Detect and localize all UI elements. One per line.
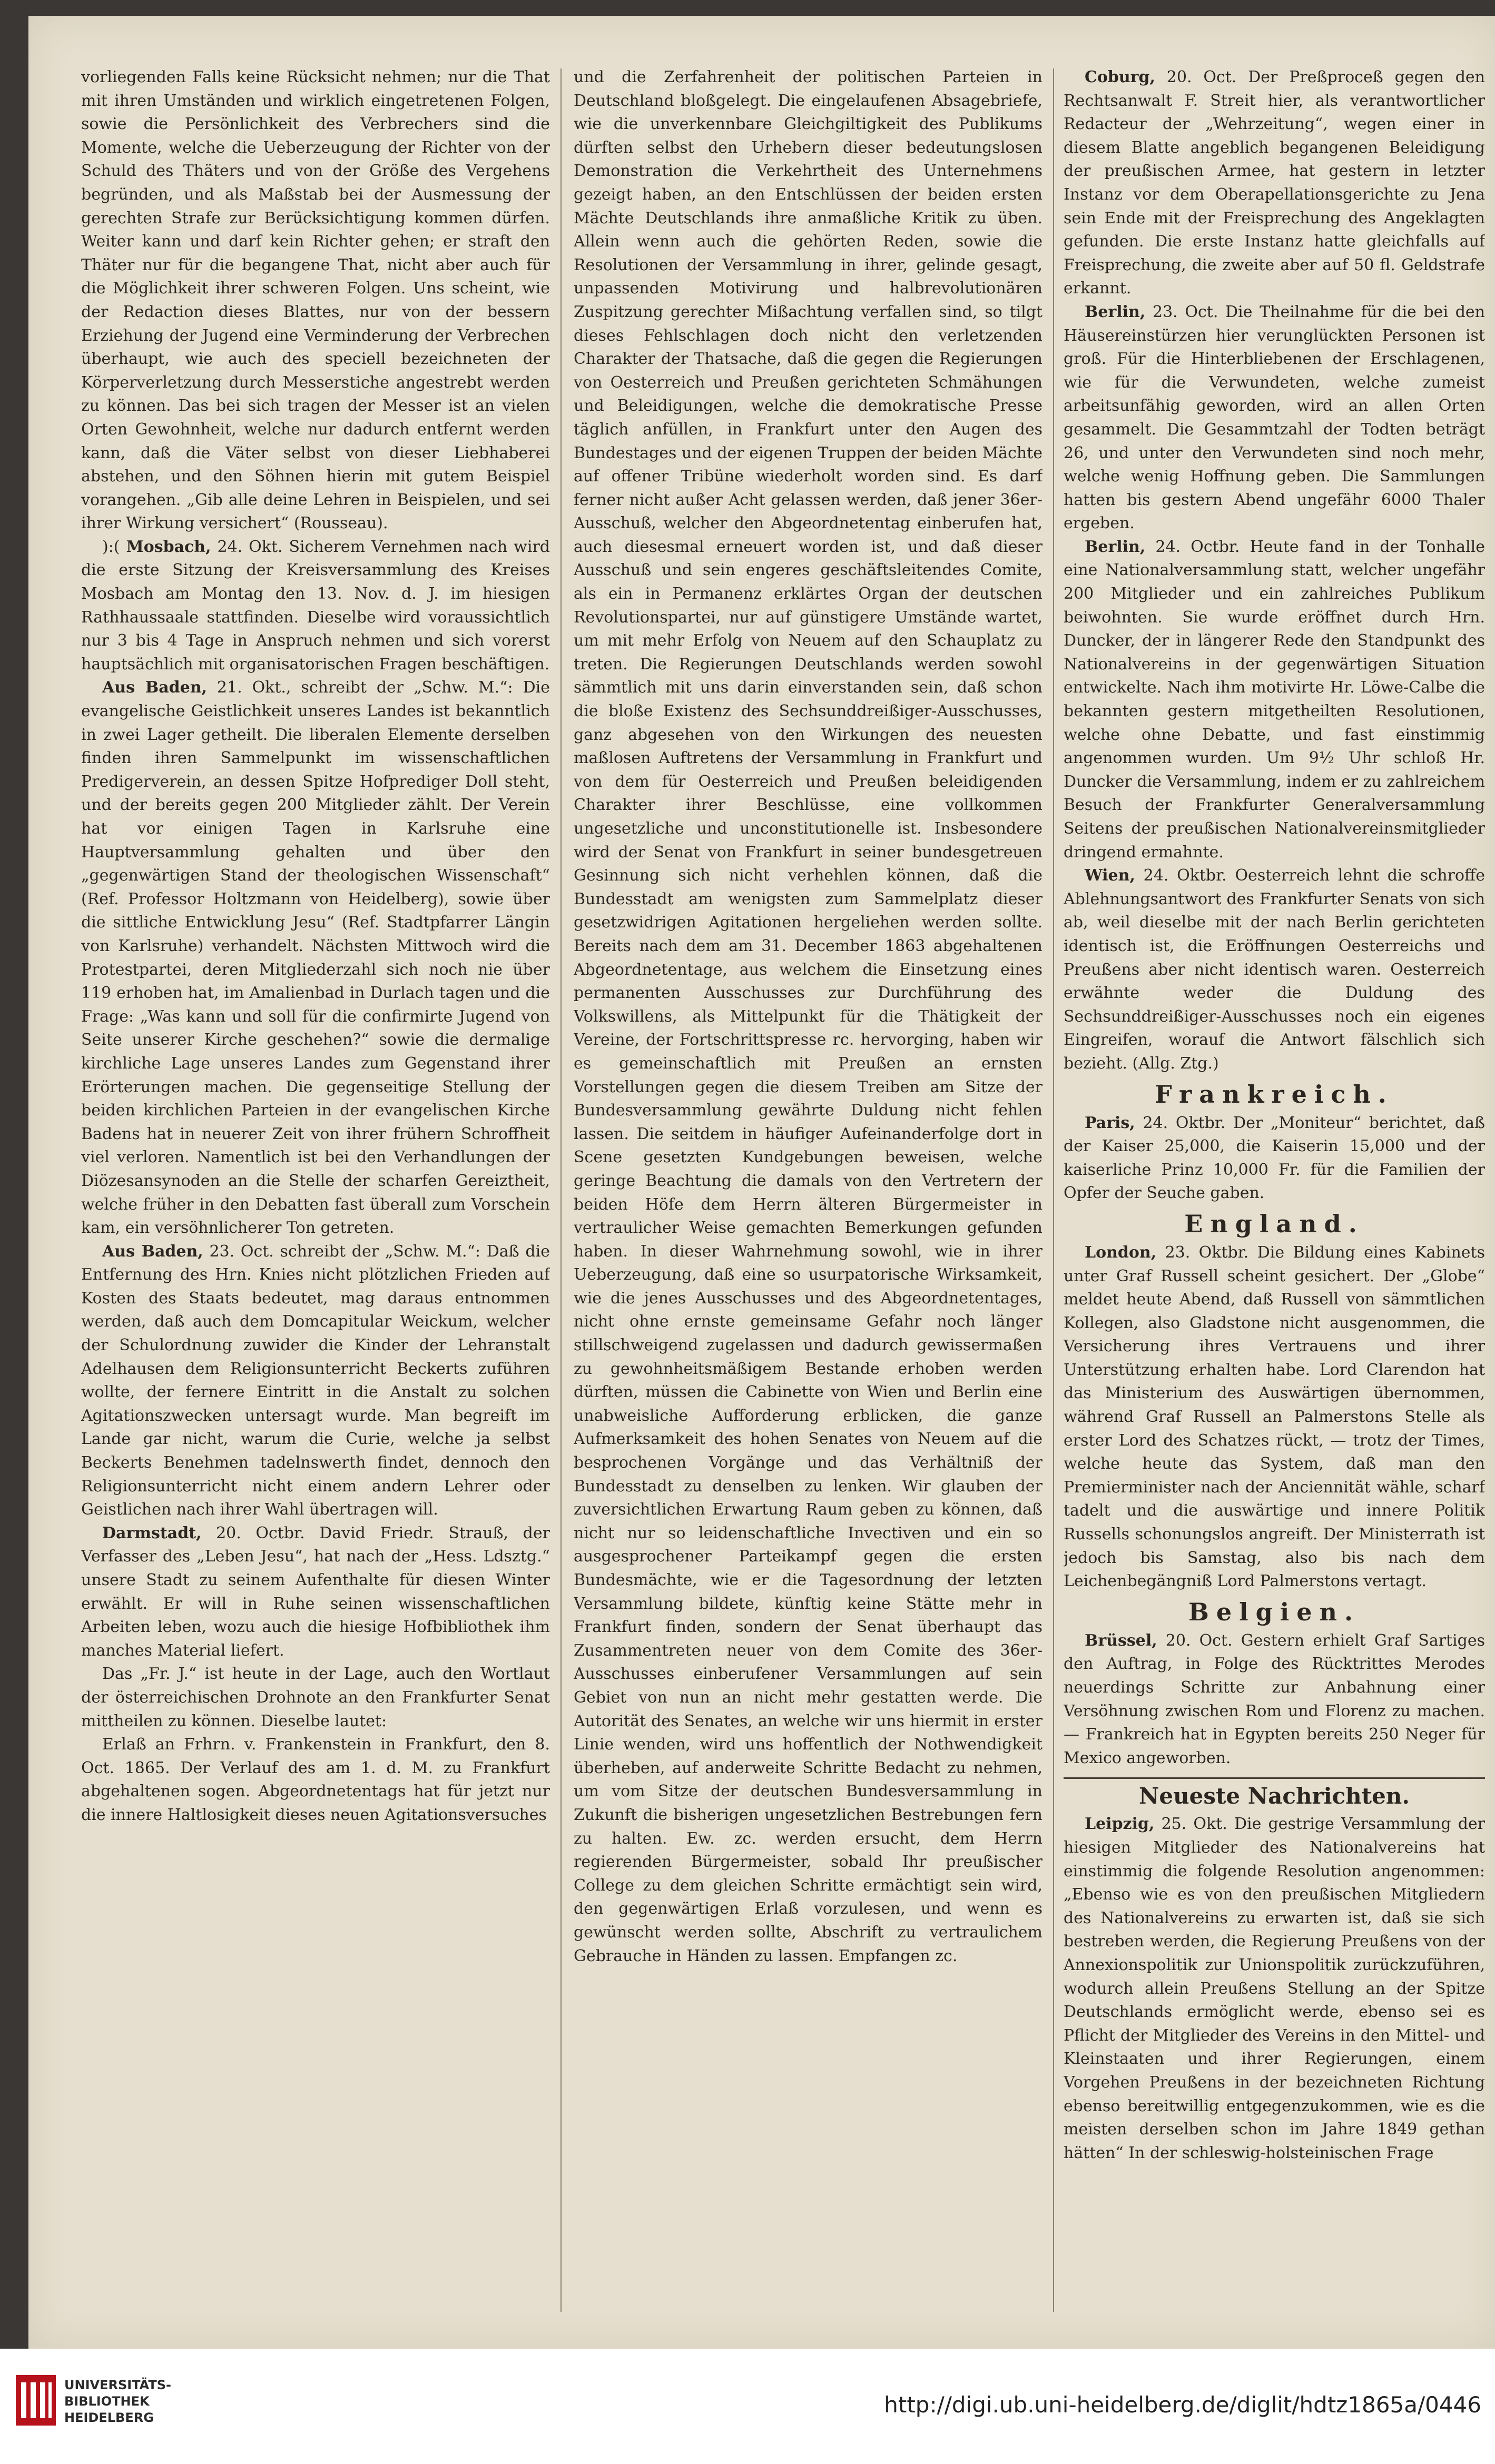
article-text: 21. Okt., schreibt der „Schw. M.“: Die evangelische Geistlichkeit unseres Landes ist bekanntlich in zwei Lager getheilt. Die liberalen Elemente derselben finden ihren Sammelpunkt im wissenschaftlichen Predigerverein, an dessen Spitze Hofprediger Doll steht, und der bereits gegen 200 Mitglieder zählt. Der Verein hat vor einigen Tagen in Karlsruhe eine Hauptversammlung gehalten und über den „gegenwärtigen Stand der theologischen Wissenschaft“ (Ref. Professor Holtzmann von Heidelberg), sowie über die sittliche Entwicklung Jesu“ (Ref. Stadtpfarrer Längin von Karlsruhe) verhandelt. Nächsten Mittwoch wird die Protestpartei, deren Mitgliederzahl sich noch nie über 119 erhoben hat, im Amalienbad in Durlach tagen und die Frage: „Was kann und soll für die confirmirte Jugend von Seite unserer Kirche geschehen?“ sowie die dermalige kirchliche Lage unseres Landes zum Gegenstand ihrer Erörterungen machen. Die gegenseitige Stellung der beiden kirchlichen Parteien in der evangelischen Kirche Badens hat in neuerer Zeit von ihrer frühern Schroffheit viel verloren. Namentlich ist bei den Verhandlungen der Diözesansynoden an die Stelle der scharfen Gereiztheit, welche früher in den Debatten fast überall zum Vorschein kam, ein versöhnlicherer Ton getreten.: [81, 678, 550, 1238]
dateline-place: Berlin,: [1085, 537, 1146, 556]
dateline-place: Mosbach,: [126, 537, 211, 556]
article: [1064, 1112, 1485, 1205]
dateline-place: Wien,: [1085, 866, 1135, 885]
article: [1064, 864, 1485, 1075]
column-divider: [560, 68, 562, 2312]
article: [1064, 66, 1485, 301]
dateline-place: Berlin,: [1085, 302, 1146, 321]
column-divider: [1053, 68, 1054, 2312]
dateline-place: Coburg,: [1085, 68, 1155, 86]
article: [1064, 301, 1485, 536]
article-text: 20. Oct. Gestern erhielt Graf Sartiges den Auftrag, in Folge des Rücktrittes Merodes neuerdings Schritte zur Anbahnung einer Versöhnung zwischen Rom und Florenz zu machen. — Frankreich hat in Egypten bereits 250 Neger für Mexico angeworben.: [1064, 1631, 1485, 1767]
article: [1064, 1629, 1485, 1770]
article: [81, 1240, 550, 1522]
permalink-url[interactable]: http://digi.ub.uni-heidelberg.de/diglit/hdtz1865a/0446: [884, 2392, 1481, 2418]
article-text: und die Zerfahrenheit der politischen Parteien in Deutschland bloßgelegt. Die eingelaufenen Absagebriefe, wie die unverkennbare Gleichgiltigkeit des Publikums dürften selbst den Urhebern dieser bedeutungslosen Demonstration die Verkehrtheit des Unternehmens gezeigt haben, an den Entschlüssen der beiden ersten Mächte Deutschlands ihre anmaßliche Kritik zu üben. Allein wenn auch die gehörten Reden, sowie die Resolutionen der Versammlung in ihrer, gelinde gesagt, unpassenden Motivirung und halbrevolutionären Zuspitzung gerechter Mißachtung verfallen sind, so tilgt dieses Fehlschlagen doch nicht den verletzenden Charakter der Thatsache, daß die gegen die Regierungen von Oesterreich und Preußen gerichteten Schmähungen und Beleidigungen, welche die demokratische Presse täglich anfüllen, in Frankfurt unter den Augen des Bundestages und der eigenen Truppen der beiden Mächte auf offener Tribüne wiederholt worden sind. Es darf ferner nicht außer Acht gelassen werden, daß jener 36er-Ausschuß, welcher den Abgeordnetentag einberufen hat, auch diesesmal erneuert worden ist, und daß dieser Ausschuß und sein engeres geschäftsleitendes Comite, als ein in Permanenz erklärtes Organ der deutschen Revolutionspartei, nur auf günstigere Umstände wartet, um mit mehr Erfolg von Neuem auf den Schauplatz zu treten. Die Regierungen Deutschlands werden sowohl sämmtlich mit uns darin einverstanden sein, daß schon die bloße Existenz des Sechsunddreißiger-Ausschusses, ganz abgesehen von den Wirkungen des neuesten maßlosen Auftretens der Versammlung in Frankfurt und von dem für Oesterreich und Preußen beleidigenden Charakter ihrer Beschlüsse, eine vollkommen ungesetzliche und unconstitutionelle ist. Insbesondere wird der Senat von Frankfurt in seiner bundesgetreuen Gesinnung sich nicht verhehlen können, daß die Bundesstadt am wenigsten zum Sammelplatz dieser gesetzwidrigen Agitationen hergeliehen werden sollte. Bereits nach dem am 31. December 1863 abgehaltenen Abgeordnetentage, aus welchem die Einsetzung eines permanenten Ausschusses zur Durchführung des Volkswillens, als Mittelpunkt für die Thätigkeit der Vereine, der Fortschrittspresse rc. hervorging, haben wir es gemeinschaftlich mit Preußen an ernsten Vorstellungen gegen die diesem Treiben am Sitze der Bundesversammlung gewährte Duldung nicht fehlen lassen. Die seitdem in häufiger Aufeinanderfolge dort in Scene gesetzten Kundgebungen beweisen, welche geringe Beachtung die damals von den Vertretern der beiden Höfe dem Herrn älteren Bürgermeister in vertraulicher Weise gemachten Bemerkungen gefunden haben. In dieser Wahrnehmung sowohl, wie in ihrer Ueberzeugung, daß eine so usurpatorische Wirksamkeit, wie die jenes Ausschusses und des Abgeordnetentages, nicht ohne ernste gemeinsame Gefahr noch länger stillschweigend zugelassen und dadurch gewissermaßen zu gewohnheitsmäßigem Bestande erhoben werden dürften, müssen die Cabinette von Wien und Berlin eine unabweisliche Aufforderung erblicken, die ganze Aufmerksamkeit des hohen Senates von Neuem auf die besprochenen Vorgänge und das Verhältniß der Bundesstadt zu denselben zu lenken. Wir glauben der zuversichtlichen Erwartung Raum geben zu können, daß nicht nur so leidenschaftliche Invectiven und ein so ausgesprochener Parteikampf gegen die ersten Bundesmächte, wie er die Tagesordnung der letzten Versammlung bildete, künftig keine Stätte mehr in Frankfurt finden, sondern der Senat überhaupt das Zusammentreten neuer von dem Comite des 36er-Ausschusses einberufener Versammlungen auf sein Gebiet von nun an nicht mehr gestatten werde. Die Autorität des Senates, an welche wir uns hiermit in erster Linie wenden, wird uns hoffentlich der Nothwendigkeit überheben, auf anderweite Schritte Bedacht zu nehmen, um vom Sitze der deutschen Bundesversammlung in Zukunft die bisherigen ungesetzlichen Bestrebungen fern zu halten. Ew. zc. werden ersucht, dem Herrn regierenden Bürgermeister, sobald Ihr preußischer College zu dem gleichen Schritte ermächtigt sein wird, den gegenwärtigen Erlaß vorzulesen, und wenn es gewünscht werden sollte, Abschrift zu vertraulichem Gebrauche in Händen zu lassen. Empfangen zc.: [574, 68, 1042, 1965]
library-name: [64, 2377, 171, 2426]
article: [1064, 536, 1485, 864]
article: ):( Mosbach, 24. Okt. Sicherem Vernehmen nach wird die erste Sitzung der Kreisversammlung des Kreises Mosbach am Montag den 13. Nov. d. J. im hiesigen Rathhaussaale stattfinden. Dieselbe wird voraussichtlich nur 3 bis 4 Tage in Anspruch nehmen und sich vorerst hauptsächlich mit organisatorischen Fragen beschäftigen.: [81, 537, 550, 674]
library-logo[interactable]: [16, 2370, 174, 2433]
article-text: 25. Okt. Die gestrige Versammlung der hiesigen Mitglieder des Nationalvereins hat einstimmig die folgende Resolution angenommen: „Ebenso wie es von den preußischen Mitgliedern des Nationalvereins zu erwarten ist, daß sie sich bestreben werden, die Regierung Preußens von der Annexionspolitik zur Unionspolitik zurückzuführen, wodurch allein Preußens Stellung an der Spitze Deutschlands ermöglicht werde, ebenso sei es Pflicht der Mitglieder des Vereins in den Mittel- und Kleinstaaten und ihrer Regierungen, einem Vorgehen Preußens in der bezeichneten Richtung ebenso bereitwillig entgegenzukommen, wie es die meisten derselben schon im Jahre 1849 gethan hätten“ In der schleswig-holsteinischen Frage: [1064, 1815, 1485, 2162]
article-text: Erlaß an Frhrn. v. Frankenstein in Frankfurt, den 8. Oct. 1865. Der Verlauf des am 1. d. M. zu Frankfurt abgehaltenen sogen. Abgeordnetentags hat für jetzt nur die innere Haltlosigkeit dieses neuen Agitationsversuches: [81, 1735, 550, 1824]
article-text: vorliegenden Falls keine Rücksicht nehmen; nur die That mit ihren Umständen und wirklich eingetretenen Folgen, sowie die Persönlichkeit des Verbrechers sind die Momente, welche die Ueberzeugung der Richter von der Schuld des Thäters und von der Größe des Vergehens begründen, und als Maßstab bei der Ausmessung der gerechten Strafe zur Berücksichtigung kommen dürfen. Weiter kann und darf kein Richter gehen; er straft den Thäter nur für die begangene That, nicht aber auch für die Möglichkeit ihrer schweren Folgen. Uns scheint, wie der Redaction dieses Blattes, nur von der bessern Erziehung der Jugend eine Verminderung der Verbrechen überhaupt, wie auch des speciell bezeichneten der Körperverletzung durch Messerstiche angestrebt werden zu können. Das bei sich tragen der Messer ist an vielen Orten Gewohnheit, welche nur dadurch entfernt werden kann, daß die Väter selbst von dieser Liebhaberei abstehen, und den Söhnen hierin mit gutem Beispiel vorangehen. „Gib alle deine Lehren in Beispielen, und sei ihrer Wirkung versichert“ (Rousseau).: [81, 68, 550, 533]
library-name-line2: BIBLIOTHEK: [64, 2394, 150, 2409]
article-text: 20. Oct. Der Preßproceß gegen den Rechtsanwalt F. Streit hier, als verantwortlicher Redacteur der „Wehrzeitung“, wegen einer in diesem Blatte angeblich begangenen Beleidigung der preußischen Armee, hat gestern in letzter Instanz vor dem Oberapellationsgerichte zu Jena sein Ende mit der Freisprechung des Angeklagten gefunden. Die erste Instanz hatte gleichfalls auf Freisprechung, die zweite aber auf 50 fl. Geldstrafe erkannt.: [1064, 68, 1485, 298]
article-text: 23. Oct. Die Theilnahme für die bei den Häusereinstürzen hier verunglückten Personen ist groß. Für die Hinterbliebenen der Erschlagenen, wie für die Verwundeten, welche zumeist arbeitsunfähig geworden, wird an allen Orten gesammelt. Die Gesammtzahl der Todten beträgt 26, und unter den Verwundeten sind noch mehr, welche wenig Hoffnung geben. Die Sammlungen hatten bis gestern Abend ungefähr 6000 Thaler ergeben.: [1064, 302, 1485, 533]
library-seal-icon: [16, 2375, 56, 2426]
library-name-line3: HEIDELBERG: [64, 2410, 154, 2425]
column-left: [81, 66, 550, 2209]
article: [1064, 1241, 1485, 1594]
section-heading-frankreich: Frankreich.: [1155, 1080, 1394, 1109]
dateline-place: Aus Baden,: [102, 678, 207, 697]
column-middle: [574, 66, 1042, 2204]
article-text: 24. Oktbr. Der „Moniteur“ berichtet, daß der Kaiser 25,000, die Kaiserin 15,000 und der kaiserliche Prinz 10,000 Fr. für die Familien der Opfer der Seuche gaben.: [1064, 1113, 1485, 1203]
section-heading-england: England.: [1184, 1209, 1364, 1238]
article-text: 23. Oktbr. Die Bildung eines Kabinets unter Graf Russell scheint gesichert. Der „Globe“ meldet heute Abend, daß Russell von sämmtlichen Kollegen, also Gladstone nicht ausgenommen, die Versicherung ihres Vertrauens und ihrer Unterstützung erhalten habe. Lord Clarendon hat das Ministerium des Auswärtigen übernommen, während Graf Russell an Palmerstons Stelle als erster Lord des Schatzes rückt, — trotz der Times, welche heute das System, daß man den Premierminister nach der Anciennität wähle, scharf tadelt und die auswärtige und innere Politik Russells schonungslos angreift. Der Ministerrath ist jedoch bis Samstag, also bis nach dem Leichenbegängniß Lord Palmerstons vertagt.: [1064, 1243, 1485, 1591]
article-text: 24. Octbr. Heute fand in der Tonhalle eine Nationalversammlung statt, welcher ungefähr 200 Mitglieder und ein zahlreiches Publikum beiwohnten. Sie wurde eröffnet durch Hrn. Duncker, der in längerer Rede den Standpunkt des Nationalvereins in der gegenwärtigen Situation entwickelte. Nach ihm motivirte Hr. Löwe-Calbe die bekannten gestern mitgetheilten Resolutionen, welche ohne Debatte, und fast einstimmig angenommen wurden. Um 9½ Uhr schloß Hr. Duncker die Versammlung, indem er zu zahlreichem Besuch der Frankfurter Generalversammlung Seitens der preußischen Nationalvereinsmitglieder dringend ermahnte.: [1064, 537, 1485, 862]
library-name-line1: UNIVERSITÄTS-: [64, 2378, 172, 2392]
dateline-place: Darmstadt,: [102, 1523, 202, 1542]
article-text: 24. Oktbr. Oesterreich lehnt die schroffe Ablehnungsantwort des Frankfurter Senats von sich ab, weil dieselbe mit der nach Berlin gerichteten identisch ist, die Eröffnungen Oesterreichs und Preußens aber nicht identisch waren. Oesterreich erwähnte weder die Duldung des Sechsunddreißiger-Ausschusses noch ein eigenes Eingreifen, worauf die Antwort fälschlich sich bezieht. (Allg. Ztg.): [1064, 866, 1485, 1073]
section-heading-neueste-nachrichten: Neueste Nachrichten.: [1139, 1783, 1410, 1809]
dateline-place: Paris,: [1085, 1113, 1135, 1132]
column-right: [1064, 66, 1485, 2225]
article: [1064, 1813, 1485, 2165]
section-divider: [1064, 1777, 1485, 1779]
newspaper-page: [28, 16, 1495, 2349]
dateline-place: London,: [1085, 1243, 1157, 1262]
article-text: 23. Oct. schreibt der „Schw. M.“: Daß die Entfernung des Hrn. Knies nicht plötzlichen Frieden auf Kosten des Staats bedeutet, mag daraus entnommen werden, daß auch dem Domcapitular Weickum, welcher der Schulordnung zuwider die Kinder der Lehranstalt Adelhausen dem Religionsunterricht Beckerts zuführen wollte, der fernere Eintritt in die Anstalt zu solchen Agitationszwecken untersagt wurde. Man begreift im Lande gar nicht, warum die Curie, welche ja selbst Beckerts Benehmen tadelnswerth findet, dennoch den Religionsunterricht nicht einem andern Lehrer oder Geistlichen nach ihrer Wahl übertragen will.: [81, 1242, 550, 1519]
article-text: 20. Octbr. David Friedr. Strauß, der Verfasser des „Leben Jesu“, hat nach der „Hess. Ldsztg.“ unsere Stadt zu seinem Aufenthalte für diesen Winter erwählt. Er will in Ruhe seinen wissenschaftlichen Arbeiten leben, wozu auch die hiesige Hofbibliothek ihm manches Material liefert.: [81, 1523, 550, 1660]
article: [81, 676, 550, 1240]
article-text: Das „Fr. J.“ ist heute in der Lage, auch den Wortlaut der österreichischen Drohnote an den Frankfurter Senat mittheilen zu können. Dieselbe lautet:: [81, 1665, 550, 1730]
digitization-footer: [0, 2349, 1495, 2464]
article: [81, 1522, 550, 1663]
dateline-place: Brüssel,: [1085, 1631, 1157, 1650]
article-text: 24. Okt. Sicherem Vernehmen nach wird die erste Sitzung der Kreisversammlung des Kreises Mosbach am Montag den 13. Nov. d. J. im hiesigen Rathhaussaale stattfinden. Dieselbe wird voraussichtlich nur 3 bis 4 Tage in Anspruch nehmen und sich vorerst hauptsächlich mit organisatorischen Fragen beschäftigen.: [81, 537, 550, 674]
dateline-place: Aus Baden,: [102, 1242, 203, 1261]
section-heading-belgien: Belgien.: [1188, 1597, 1360, 1626]
dateline-place: Leipzig,: [1085, 1815, 1155, 1834]
